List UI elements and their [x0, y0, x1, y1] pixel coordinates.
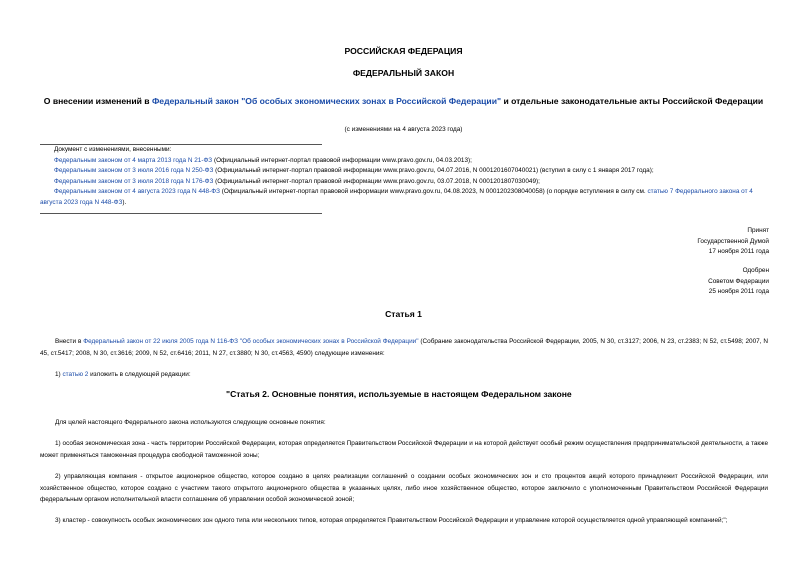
- approved-label: Одобрен: [742, 267, 769, 274]
- definition-3: 3) кластер - совокупность особых экономических зон одного типа или нескольких типов, которая определяется Правительством Российской Федерации и управление которой осуществляется одной управляющей компанией;";: [55, 517, 728, 524]
- change-item: Федеральным законом от 4 марта 2013 года N 21-ФЗ (Официальный интернет-портал правовой информации www.pravo.gov.ru, 04.03.2013);: [54, 156, 472, 164]
- law-116-link[interactable]: Федеральный закон от 22 июля 2005 года N 116-ФЗ "Об особых экономических зонах в Российской Федерации": [83, 338, 419, 345]
- article2-intro: Для целей настоящего Федерального закона используются следующие основные понятия:: [55, 419, 326, 426]
- article1-paragraph: Внести в Федеральный закон от 22 июля 2005 года N 116-ФЗ "Об особых экономических зонах в Российской Федерации" (Собрание законодательства Российской Федерации, 2005, N 30, ст.3127; 2006, N 23, ст.2383; N 52, ст.5498; 2007, N 45, ст.5417; 2008, N 30, ст.3616; 2009, N 52, ст.6416; 2011, N 27, ст.3880; N 30, ст.4563, 4590) следующие изменения:: [40, 338, 768, 357]
- article1-item1: 1) статью 2 изложить в следующей редакции:: [55, 371, 191, 378]
- title-law-link[interactable]: Федеральный закон "Об особых экономических зонах в Российской Федерации": [151, 96, 502, 106]
- adoption-duma: [569, 226, 769, 258]
- document-title: [40, 96, 767, 107]
- article2-link[interactable]: статью 2: [62, 371, 89, 378]
- changes-intro: Документ с изменениями, внесенными:: [54, 146, 172, 153]
- accepted-date: 17 ноября 2011 года: [708, 248, 769, 255]
- changes-block: [40, 145, 770, 208]
- change-link-2[interactable]: Федеральным законом от 3 июля 2016 года N 250-ФЗ: [54, 167, 214, 174]
- change-link-1[interactable]: Федеральным законом от 4 марта 2013 года N 21-ФЗ: [54, 156, 213, 164]
- country-heading: РОССИЙСКАЯ ФЕДЕРАЦИЯ: [344, 46, 463, 56]
- definition-2: 2) управляющая компания - открытое акционерное общество, которое создано в целях реализации соглашений о создании особых экономических зон и сто процентов акций которого принадлежит Российской Федерации, или хозяйственное общество, которое создано с участием такого открытого акционерного общества в указанных целях, либо иное хозяйственное общество, которое заключило с уполномоченным Правительством Российской Федерации федеральным органом исполнительной власти соглашение об управлении особой экономической зоной;: [40, 473, 768, 503]
- change-item: Федеральным законом от 4 августа 2023 года N 448-ФЗ (Официальный интернет-портал правовой информации www.pravo.gov.ru, 04.08.2023, N 0001202308040058) (о порядке вступления в силу см. статью 7 Федерального закона от 4 августа 2023 года N 448-ФЗ).: [40, 188, 753, 206]
- divider-bottom: [40, 213, 322, 214]
- change-item: Федеральным законом от 3 июля 2016 года N 250-ФЗ (Официальный интернет-портал правовой информации www.pravo.gov.ru, 04.07.2016, N 0001201607040021) (вступил в силу с 1 января 2017 года);: [54, 167, 654, 174]
- adoption-council: [569, 266, 769, 298]
- title-prefix: О внесении изменений в: [43, 96, 152, 106]
- article2-heading: "Статья 2. Основные понятия, используемые в настоящем Федеральном законе: [226, 389, 572, 399]
- definition-1: 1) особая экономическая зона - часть территории Российской Федерации, которая определяется Правительством Российской Федерации и на которой действует особый режим осуществления предпринимательской деятельности, а также может применяться таможенная процедура свободной таможенной зоны;: [40, 440, 768, 459]
- doc-type-heading: ФЕДЕРАЛЬНЫЙ ЗАКОН: [352, 68, 455, 78]
- change-link-4[interactable]: Федеральным законом от 4 августа 2023 года N 448-ФЗ: [54, 188, 220, 195]
- revision-note: (с изменениями на 4 августа 2023 года): [344, 126, 463, 133]
- approved-body: Советом Федерации: [708, 277, 769, 285]
- article1-heading: Статья 1: [385, 309, 422, 319]
- article7-link[interactable]: статью 7 Федерального закона от 4 августа 2023 года N 448-ФЗ: [40, 188, 753, 206]
- change-link-3[interactable]: Федеральным законом от 3 июля 2018 года N 176-ФЗ: [54, 177, 214, 185]
- change-item: Федеральным законом от 3 июля 2018 года N 176-ФЗ (Официальный интернет-портал правовой информации www.pravo.gov.ru, 03.07.2018, N 0001201807030049);: [54, 177, 540, 185]
- accepted-body: Государственной Думой: [697, 237, 769, 245]
- title-suffix: и отдельные законодательные акты Российской Федерации: [501, 96, 764, 106]
- approved-date: 25 ноября 2011 года: [708, 288, 769, 295]
- accepted-label: Принят: [747, 227, 769, 234]
